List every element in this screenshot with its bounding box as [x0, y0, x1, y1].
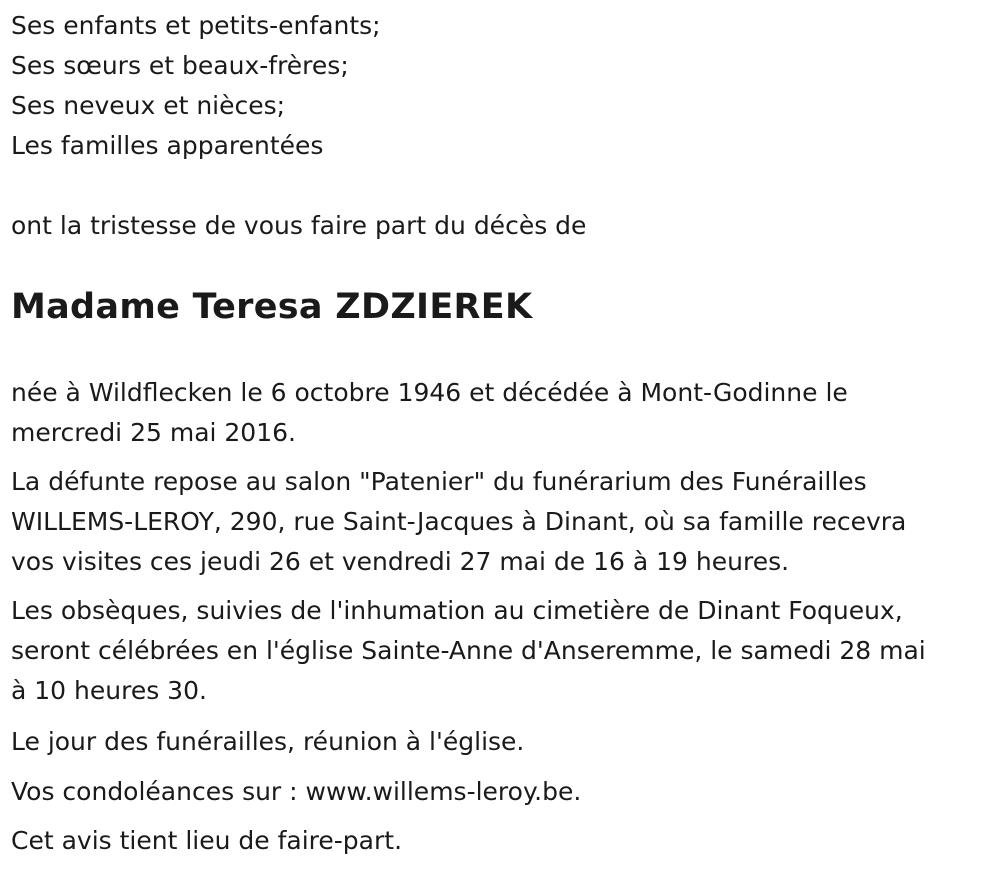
intro-text: ont la tristesse de vous faire part du décès de: [11, 211, 587, 240]
closing-paragraph: [11, 821, 402, 861]
family-line: Ses sœurs et beaux-frères;: [11, 51, 349, 80]
deceased-name: Madame Teresa ZDZIEREK: [11, 287, 533, 327]
family-list: [11, 6, 381, 166]
paragraph-line: mercredi 25 mai 2016.: [11, 418, 296, 447]
paragraph-line: à 10 heures 30.: [11, 676, 207, 705]
paragraph-line: née à Wildflecken le 6 octobre 1946 et décédée à Mont-Godinne le: [11, 378, 848, 407]
paragraph-line: Vos condoléances sur : www.willems-leroy.be.: [11, 777, 582, 806]
meeting-paragraph: [11, 722, 524, 762]
paragraph-line: Cet avis tient lieu de faire-part.: [11, 826, 403, 855]
funeral-paragraph: [11, 591, 926, 711]
paragraph-line: Le jour des funérailles, réunion à l'église.: [11, 727, 525, 756]
birth-death-paragraph: [11, 373, 848, 453]
paragraph-line: vos visites ces jeudi 26 et vendredi 27 mai de 16 à 19 heures.: [11, 547, 790, 576]
family-line: Ses enfants et petits-enfants;: [11, 11, 381, 40]
family-line: Les familles apparentées: [11, 131, 324, 160]
paragraph-line: seront célébrées en l'église Sainte-Anne d'Anseremme, le samedi 28 mai: [11, 636, 926, 665]
condolences-paragraph: [11, 772, 581, 812]
family-line: Ses neveux et nièces;: [11, 91, 286, 120]
paragraph-line: WILLEMS-LEROY, 290, rue Saint-Jacques à Dinant, où sa famille recevra: [11, 507, 907, 536]
paragraph-line: Les obsèques, suivies de l'inhumation au cimetière de Dinant Foqueux,: [11, 596, 903, 625]
paragraph-line: La défunte repose au salon "Patenier" du funérarium des Funérailles: [11, 467, 867, 496]
visitation-paragraph: [11, 462, 906, 582]
